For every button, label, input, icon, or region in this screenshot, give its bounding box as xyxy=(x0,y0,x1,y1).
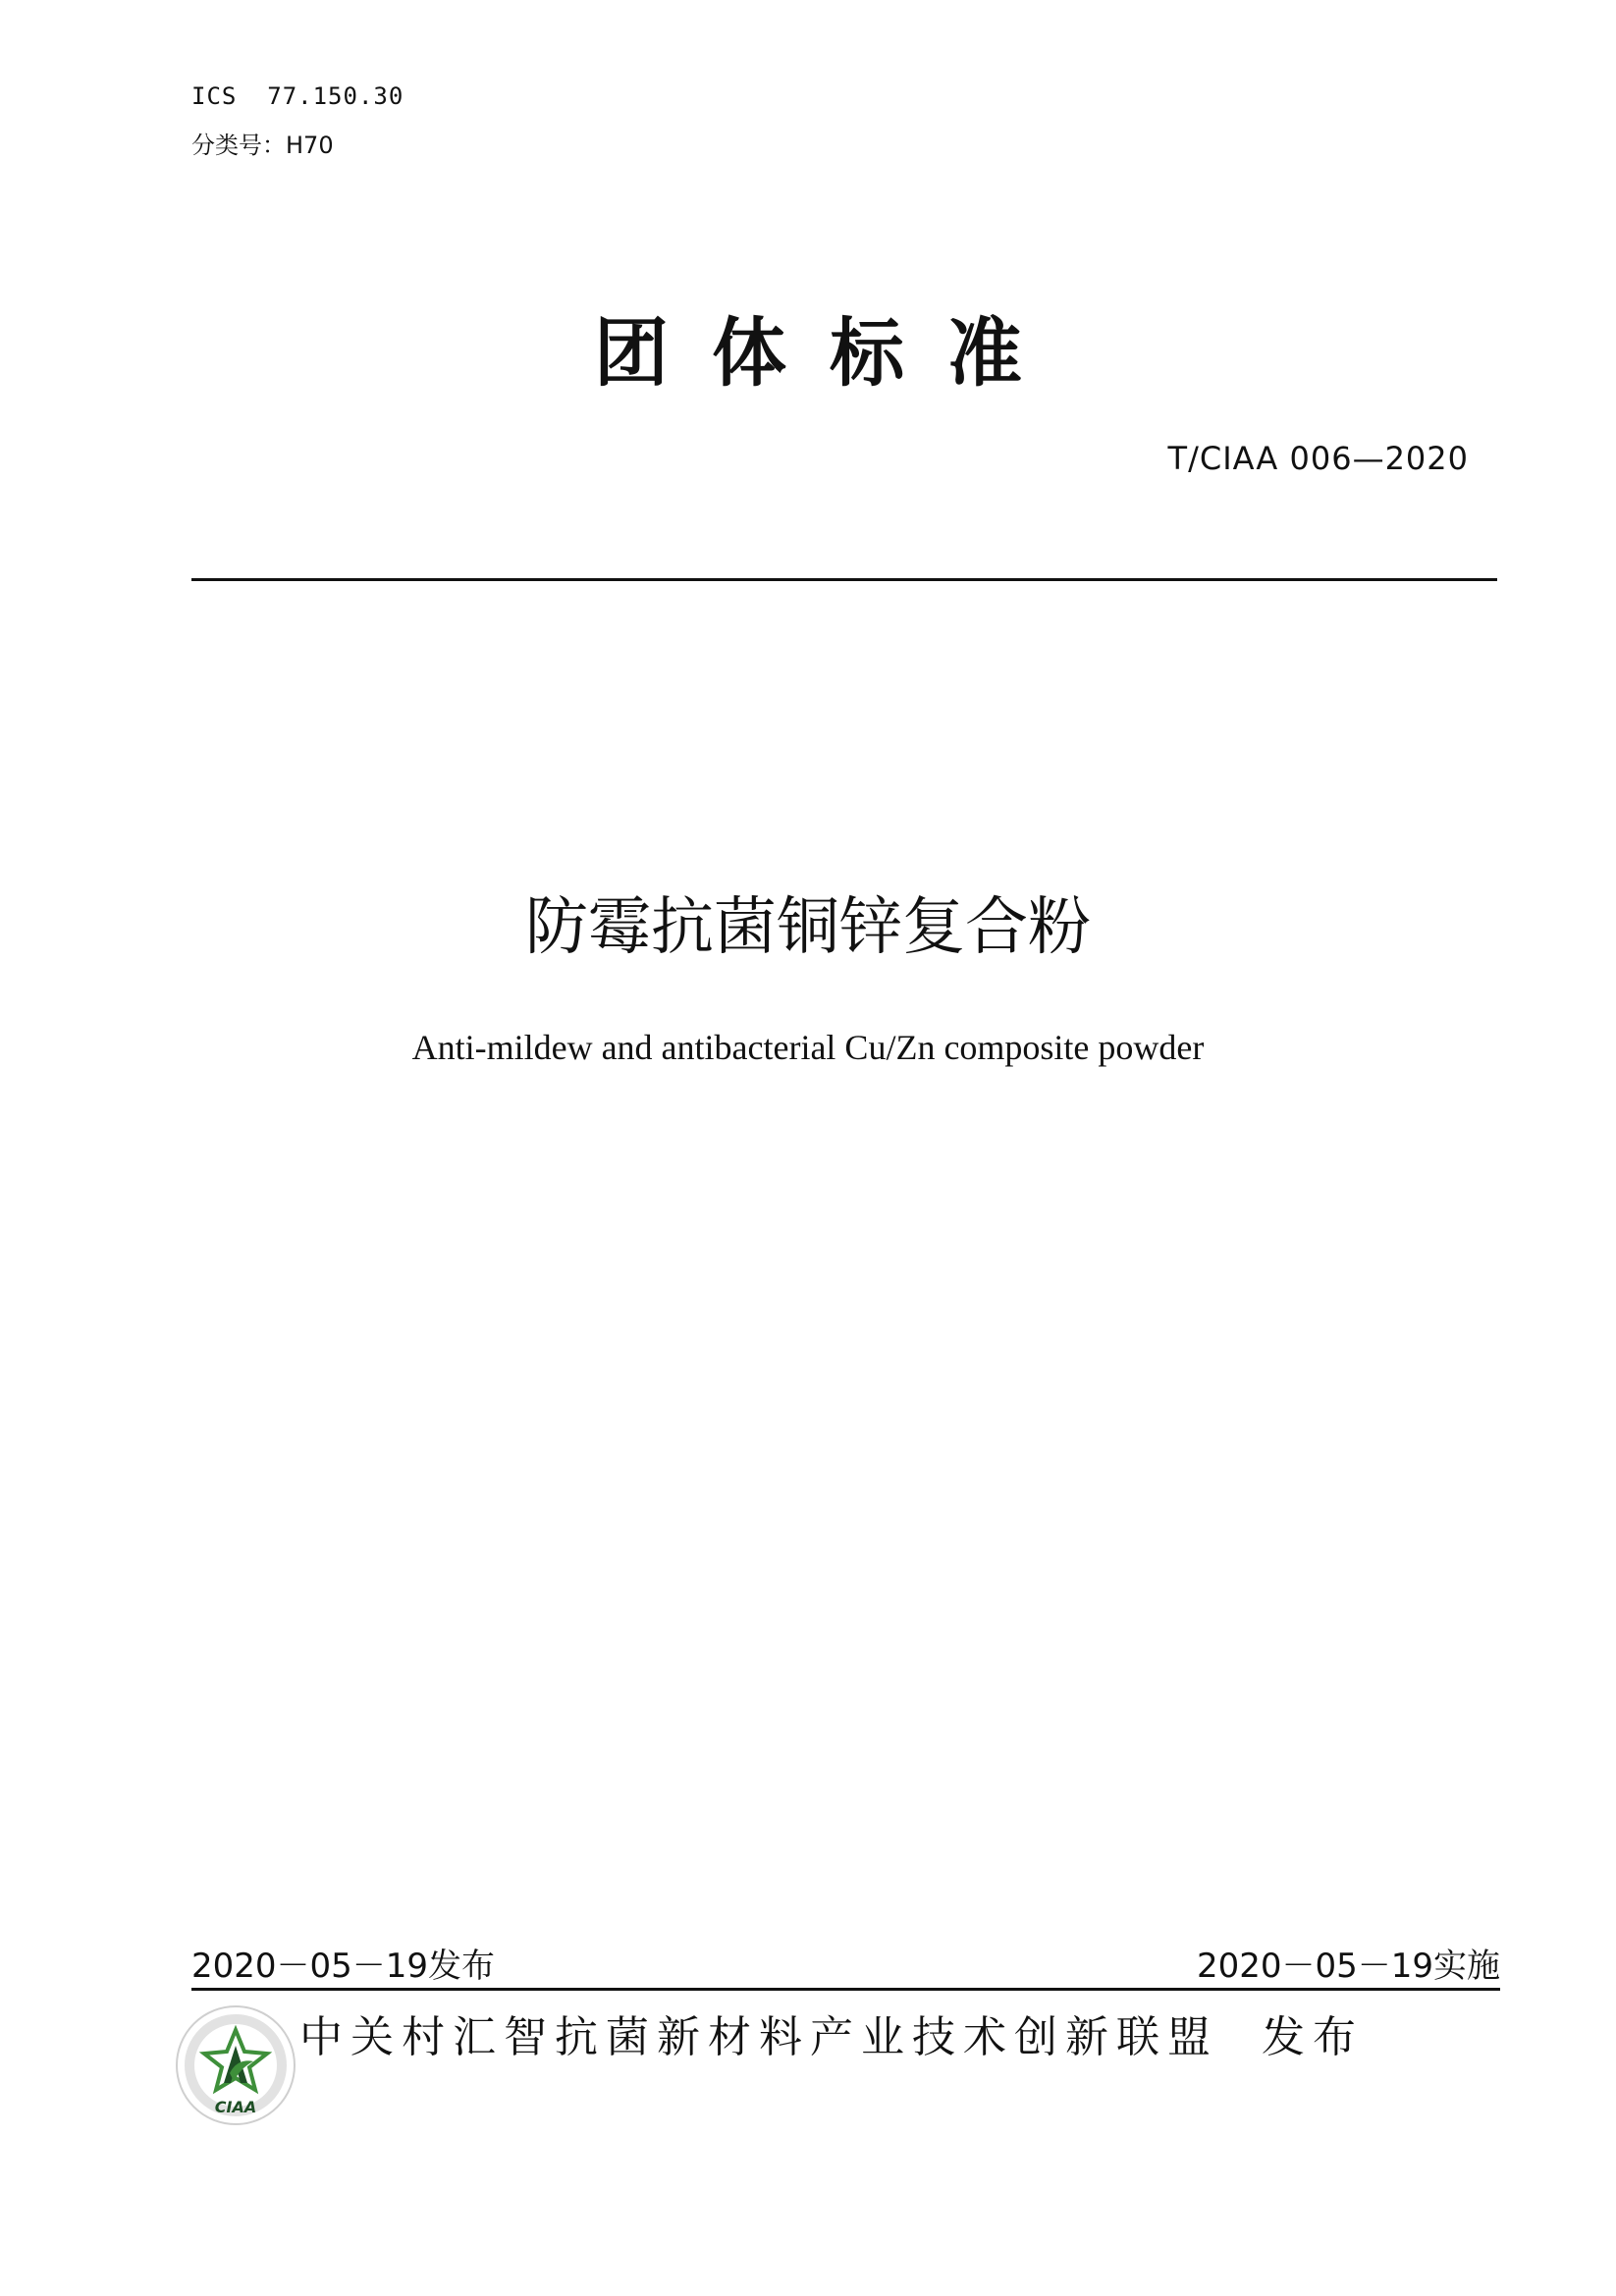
document-title-english: Anti-mildew and antibacterial Cu/Zn composite powder xyxy=(411,1028,1205,1067)
ciaa-logo xyxy=(173,2002,298,2128)
issue-date: 2020－05－19发布 xyxy=(191,1947,496,1986)
publisher-line: 中关村汇智抗菌新材料产业技术创新联盟 发布 xyxy=(299,2012,1364,2062)
standard-type-heading: 团体标准 xyxy=(594,309,1065,397)
effective-date: 2020－05－19实施 xyxy=(1196,1947,1500,1986)
document-title-chinese: 防霉抗菌铜锌复合粉 xyxy=(525,891,1091,964)
logo-text: CIAA xyxy=(214,2098,257,2116)
classification-number: 分类号：H70 xyxy=(191,132,334,159)
ciaa-logo-icon xyxy=(173,2002,298,2128)
footer-divider xyxy=(191,1988,1500,1991)
ics-code: ICS 77.150.30 xyxy=(191,82,404,110)
standard-code: T/CIAA 006—2020 xyxy=(1167,440,1469,477)
header-divider xyxy=(191,578,1497,581)
